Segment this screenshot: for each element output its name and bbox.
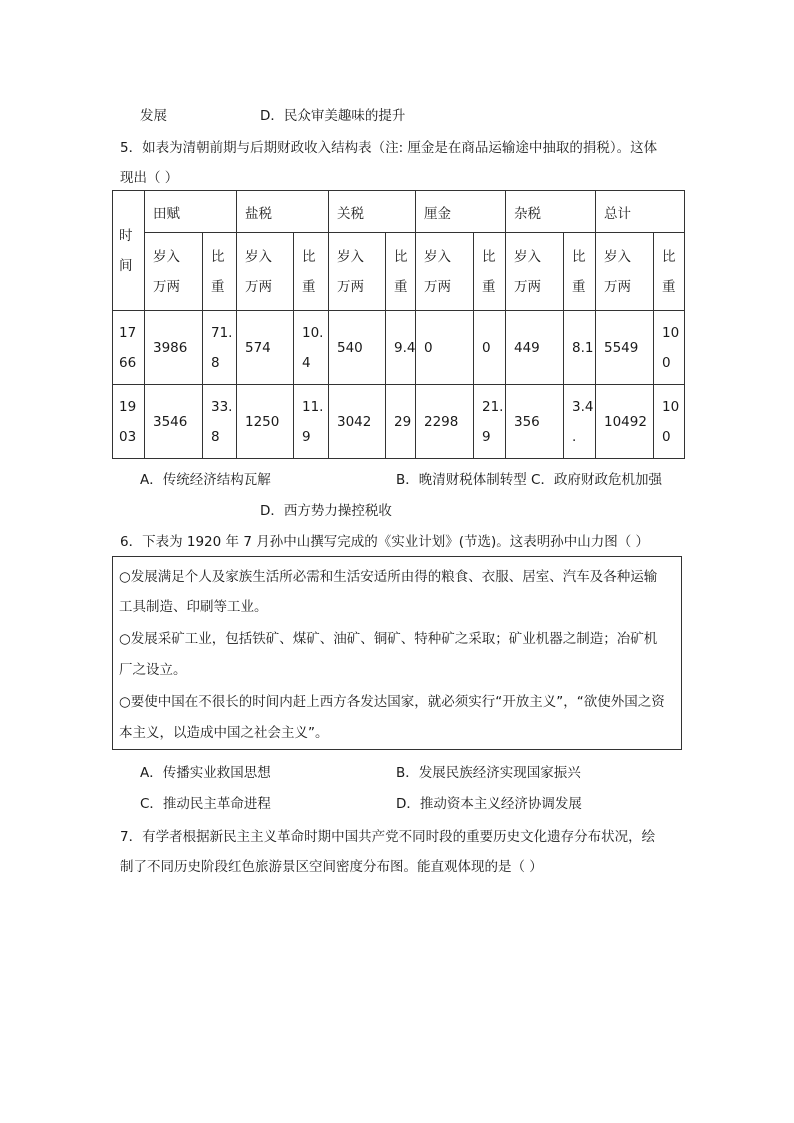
header-zashui: 杂税 (506, 191, 596, 233)
q6-option-d: D．推动资本主义经济协调发展 (396, 796, 582, 812)
table-cell: 3.4 . (564, 385, 596, 459)
q5-option-bc: B．晚清财税体制转型 C．政府财政危机加强 (396, 472, 662, 488)
q6-option-a: A．传播实业救国思想 (140, 765, 271, 781)
header-guanshui: 关税 (329, 191, 416, 233)
q7-stem-line1: 7．有学者根据新民主主义革命时期中国共产党不同时段的重要历史文化遗存分布状况，绘 (120, 829, 656, 845)
table-cell: 8.1 (564, 311, 596, 385)
subheader-ratio: 比 重 (654, 233, 685, 311)
year-cell: 17 66 (113, 311, 145, 385)
revenue-table (112, 190, 685, 459)
table-row (113, 311, 685, 385)
table-cell: 5549 (596, 311, 654, 385)
header-tianfu: 田赋 (145, 191, 237, 233)
q7-stem-line2: 制了不同历史阶段红色旅游景区空间密度分布图。能直观体现的是（ ） (120, 859, 543, 875)
table-cell: 574 (237, 311, 294, 385)
table-cell: 0 (416, 311, 474, 385)
table-cell: 3546 (145, 385, 203, 459)
q6-option-c: C．推动民主革命进程 (140, 796, 271, 812)
table-cell: 11. 9 (294, 385, 329, 459)
q6-stem: 6．下表为 1920 年 7 月孙中山撰写完成的《实业计划》(节选)。这表明孙中山力图（ ） (120, 534, 650, 550)
table-row (113, 385, 685, 459)
table-cell: 1250 (237, 385, 294, 459)
table-cell: 29 (386, 385, 416, 459)
excerpt-line: ○发展采矿工业，包括铁矿、煤矿、油矿、铜矿、特种矿之采取；矿业机器之制造；冶矿机 (119, 631, 658, 647)
header-zongji: 总计 (596, 191, 685, 233)
table-header-row (113, 191, 685, 233)
header-yanshui: 盐税 (237, 191, 329, 233)
table-cell: 10492 (596, 385, 654, 459)
table-cell: 2298 (416, 385, 474, 459)
table-cell: 10 0 (654, 385, 685, 459)
year-cell: 19 03 (113, 385, 145, 459)
table-cell: 10 0 (654, 311, 685, 385)
table-cell: 3986 (145, 311, 203, 385)
q5-option-d: D．西方势力操控税收 (260, 503, 392, 519)
subheader-ratio: 比 重 (203, 233, 237, 311)
header-lijin: 厘金 (416, 191, 506, 233)
subheader-amount: 岁入 万两 (237, 233, 294, 311)
subheader-amount: 岁入 万两 (329, 233, 386, 311)
table-cell: 21. 9 (474, 385, 506, 459)
table-cell: 33. 8 (203, 385, 237, 459)
table-cell: 10. 4 (294, 311, 329, 385)
table-cell: 9.4 (386, 311, 416, 385)
excerpt-line: ○要使中国在不很长的时间内赶上西方各发达国家，就必须实行“开放主义”，“欲使外国之资 (119, 694, 665, 710)
prev-option-continuation: 发展 (140, 108, 167, 124)
prev-option-d: D．民众审美趣味的提升 (260, 108, 406, 124)
subheader-amount: 岁入 万两 (145, 233, 203, 311)
q5-option-a: A．传统经济结构瓦解 (140, 472, 271, 488)
table-cell: 356 (506, 385, 564, 459)
table-cell: 540 (329, 311, 386, 385)
excerpt-line: 本主义，以造成中国之社会主义”。 (119, 725, 329, 741)
table-cell: 71. 8 (203, 311, 237, 385)
subheader-amount: 岁入 万两 (506, 233, 564, 311)
table-cell: 3042 (329, 385, 386, 459)
subheader-amount: 岁入 万两 (416, 233, 474, 311)
time-header: 时 间 (113, 191, 145, 311)
q5-stem-line2: 现出（ ） (120, 170, 179, 186)
q5-stem-line1: 5．如表为清朝前期与后期财政收入结构表（注: 厘金是在商品运输途中抽取的捐税）。这体 (120, 140, 658, 156)
subheader-ratio: 比 重 (294, 233, 329, 311)
q6-option-b: B．发展民族经济实现国家振兴 (396, 765, 581, 781)
table-cell: 449 (506, 311, 564, 385)
subheader-ratio: 比 重 (564, 233, 596, 311)
excerpt-line: 工具制造、印刷等工业。 (119, 599, 268, 615)
excerpt-line: ○发展满足个人及家族生活所必需和生活安适所由得的粮食、衣服、居室、汽车及各种运输 (119, 569, 658, 585)
table-cell: 0 (474, 311, 506, 385)
table-subheader-row (113, 233, 685, 311)
excerpt-line: 厂之设立。 (119, 662, 187, 678)
q6-excerpt-box (112, 556, 682, 750)
subheader-ratio: 比 重 (474, 233, 506, 311)
subheader-amount: 岁入 万两 (596, 233, 654, 311)
subheader-ratio: 比 重 (386, 233, 416, 311)
